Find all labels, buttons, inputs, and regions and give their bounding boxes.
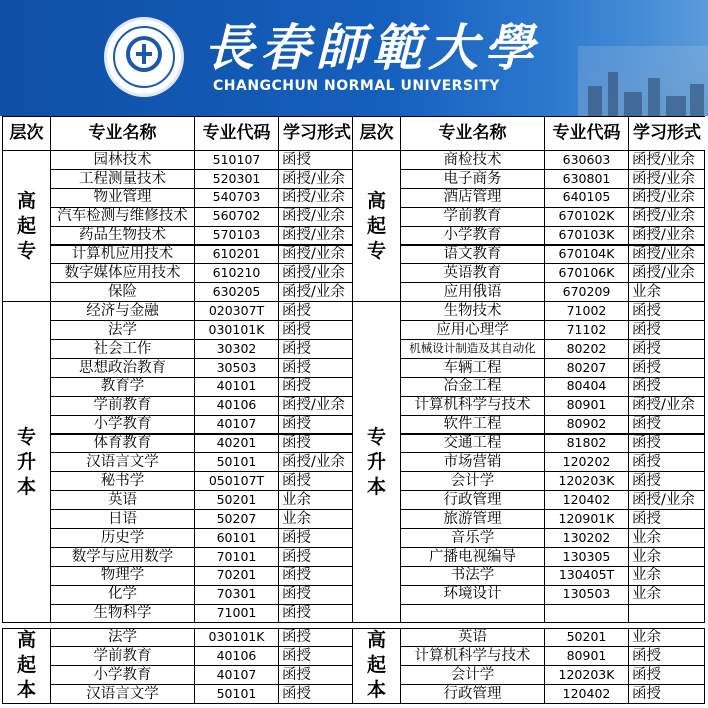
study-mode: 业余 [628, 585, 705, 605]
program-name: 旅游管理 [400, 509, 545, 529]
program-name: 学前教育 [50, 646, 195, 666]
program-name: 保险 [50, 282, 195, 302]
program-name: 体育教育 [50, 434, 195, 454]
program-name: 社会工作 [50, 339, 195, 359]
study-mode: 函授 [278, 415, 355, 435]
study-mode: 函授/业余 [278, 282, 355, 302]
program-code: 71001 [194, 604, 279, 624]
program-code: 40201 [194, 434, 279, 454]
program-code: 81802 [544, 434, 629, 454]
study-mode: 函授/业余 [278, 188, 355, 208]
study-mode: 函授 [628, 320, 705, 340]
program-code: 120901K [544, 509, 629, 529]
program-name: 计算机科学与技术 [400, 396, 545, 416]
column-header: 层次 [2, 116, 51, 151]
program-code: 50201 [544, 628, 629, 648]
study-mode: 业余 [278, 490, 355, 510]
study-mode: 函授 [628, 665, 705, 685]
program-code: 130503 [544, 585, 629, 605]
program-name: 英语 [50, 490, 195, 510]
program-code: 570103 [194, 226, 279, 246]
study-mode: 函授/业余 [278, 226, 355, 246]
program-name: 书法学 [400, 566, 545, 586]
study-mode: 函授/业余 [628, 263, 705, 283]
program-name: 汉语言文学 [50, 452, 195, 472]
program-code: 630205 [194, 282, 279, 302]
program-code: 80202 [544, 339, 629, 359]
program-name: 英语 [400, 628, 545, 648]
program-name: 法学 [50, 628, 195, 648]
column-header: 层次 [352, 116, 401, 151]
program-code: 60101 [194, 528, 279, 548]
program-name: 环境设计 [400, 585, 545, 605]
program-code: 510107 [194, 150, 279, 170]
study-mode: 函授/业余 [628, 207, 705, 227]
program-name: 物业管理 [50, 188, 195, 208]
program-name: 会计学 [400, 471, 545, 491]
program-name: 物理学 [50, 566, 195, 586]
study-mode: 业余 [628, 528, 705, 548]
program-code: 020307T [194, 301, 279, 321]
study-mode: 函授/业余 [278, 263, 355, 283]
program-name: 英语教育 [400, 263, 545, 283]
program-code: 80404 [544, 377, 629, 397]
program-name: 日语 [50, 509, 195, 529]
column-header: 专业名称 [50, 116, 195, 151]
study-mode: 函授 [278, 604, 355, 624]
program-code: 050107T [194, 471, 279, 491]
program-code: 50207 [194, 509, 279, 529]
program-code: 030101K [194, 320, 279, 340]
program-name: 小学教育 [400, 226, 545, 246]
program-name: 应用心理学 [400, 320, 545, 340]
program-code: 40106 [194, 396, 279, 416]
program-name: 交通工程 [400, 434, 545, 454]
study-mode: 函授/业余 [278, 245, 355, 265]
study-mode: 函授 [628, 452, 705, 472]
empty-cell [400, 604, 545, 624]
level-cell: 高 起 专 [352, 150, 401, 302]
program-code: 520301 [194, 169, 279, 189]
program-name: 历史学 [50, 528, 195, 548]
level-cell: 专 升 本 [2, 301, 51, 623]
program-name: 生物技术 [400, 301, 545, 321]
study-mode: 函授 [628, 684, 705, 704]
program-code: 40101 [194, 377, 279, 397]
program-code: 120203K [544, 665, 629, 685]
program-code: 640105 [544, 188, 629, 208]
program-code: 40107 [194, 415, 279, 435]
program-code: 670103K [544, 226, 629, 246]
column-header: 专业代码 [194, 116, 279, 151]
study-mode: 函授 [628, 377, 705, 397]
level-cell: 高 起 本 [2, 628, 51, 705]
study-mode: 函授 [278, 665, 355, 685]
program-name: 广播电视编导 [400, 547, 545, 567]
program-name: 数学与应用数学 [50, 547, 195, 567]
column-header: 学习形式 [628, 116, 705, 151]
program-name: 商检技术 [400, 150, 545, 170]
program-code: 030101K [194, 628, 279, 648]
program-code: 630603 [544, 150, 629, 170]
program-name: 汽车检测与维修技术 [50, 207, 195, 227]
program-name: 市场营销 [400, 452, 545, 472]
study-mode: 函授 [278, 585, 355, 605]
program-name: 车辆工程 [400, 358, 545, 378]
university-name-chinese: 長春師範大學 [204, 18, 540, 77]
program-name: 机械设计制造及其自动化 [400, 339, 545, 359]
program-code: 670104K [544, 245, 629, 265]
column-header: 学习形式 [278, 116, 355, 151]
program-name: 汉语言文学 [50, 684, 195, 704]
study-mode: 函授/业余 [628, 396, 705, 416]
study-mode: 业余 [628, 547, 705, 567]
program-code: 30302 [194, 339, 279, 359]
study-mode: 函授/业余 [278, 396, 355, 416]
study-mode: 函授 [278, 358, 355, 378]
level-cell: 高 起 专 [2, 150, 51, 302]
program-code: 540703 [194, 188, 279, 208]
program-code: 50101 [194, 452, 279, 472]
program-code: 50101 [194, 684, 279, 704]
program-name: 秘书学 [50, 471, 195, 491]
program-name: 软件工程 [400, 415, 545, 435]
university-logo [104, 17, 184, 97]
study-mode: 函授/业余 [628, 188, 705, 208]
program-code: 80207 [544, 358, 629, 378]
program-code: 670209 [544, 282, 629, 302]
study-mode: 函授 [278, 377, 355, 397]
study-mode: 函授 [628, 509, 705, 529]
university-name-english: CHANGCHUN NORMAL UNIVERSITY [213, 78, 500, 94]
study-mode: 函授 [628, 646, 705, 666]
program-code: 70101 [194, 547, 279, 567]
level-cell: 专 升 本 [352, 301, 401, 623]
program-code: 610201 [194, 245, 279, 265]
program-name: 语文教育 [400, 245, 545, 265]
study-mode: 函授 [278, 434, 355, 454]
study-mode: 业余 [628, 628, 705, 648]
program-name: 计算机应用技术 [50, 245, 195, 265]
study-mode: 函授/业余 [628, 226, 705, 246]
program-name: 园林技术 [50, 150, 195, 170]
program-name: 行政管理 [400, 684, 545, 704]
program-table [0, 116, 708, 708]
program-code: 40106 [194, 646, 279, 666]
study-mode: 函授 [278, 628, 355, 648]
program-code: 120402 [544, 684, 629, 704]
program-code: 130305 [544, 547, 629, 567]
program-name: 数字媒体应用技术 [50, 263, 195, 283]
empty-cell [544, 604, 629, 624]
program-name: 小学教育 [50, 415, 195, 435]
study-mode: 函授/业余 [628, 490, 705, 510]
program-code: 30503 [194, 358, 279, 378]
study-mode: 函授 [628, 339, 705, 359]
study-mode: 函授 [278, 301, 355, 321]
program-code: 80901 [544, 396, 629, 416]
program-name: 药品生物技术 [50, 226, 195, 246]
program-name: 电子商务 [400, 169, 545, 189]
study-mode: 业余 [278, 509, 355, 529]
study-mode: 函授 [278, 684, 355, 704]
program-name: 会计学 [400, 665, 545, 685]
program-name: 应用俄语 [400, 282, 545, 302]
header-banner [0, 0, 708, 116]
program-name: 行政管理 [400, 490, 545, 510]
study-mode: 函授 [628, 301, 705, 321]
study-mode: 函授 [628, 415, 705, 435]
program-name: 生物科学 [50, 604, 195, 624]
city-skyline-graphic [578, 46, 708, 116]
study-mode: 函授/业余 [628, 245, 705, 265]
program-name: 冶金工程 [400, 377, 545, 397]
program-code: 610210 [194, 263, 279, 283]
program-name: 化学 [50, 585, 195, 605]
program-code: 130405T [544, 566, 629, 586]
program-name: 法学 [50, 320, 195, 340]
study-mode: 业余 [628, 566, 705, 586]
program-code: 560702 [194, 207, 279, 227]
program-code: 50201 [194, 490, 279, 510]
program-name: 音乐学 [400, 528, 545, 548]
program-code: 40107 [194, 665, 279, 685]
program-code: 130202 [544, 528, 629, 548]
program-name: 小学教育 [50, 665, 195, 685]
program-name: 教育学 [50, 377, 195, 397]
program-name: 经济与金融 [50, 301, 195, 321]
study-mode: 函授/业余 [278, 207, 355, 227]
program-name: 工程测量技术 [50, 169, 195, 189]
level-cell: 高 起 本 [352, 628, 401, 705]
study-mode: 函授 [628, 471, 705, 491]
program-name: 学前教育 [50, 396, 195, 416]
program-name: 计算机科学与技术 [400, 646, 545, 666]
study-mode: 函授/业余 [628, 150, 705, 170]
program-code: 120203K [544, 471, 629, 491]
program-code: 670102K [544, 207, 629, 227]
program-name: 学前教育 [400, 207, 545, 227]
study-mode: 函授 [278, 547, 355, 567]
program-name: 酒店管理 [400, 188, 545, 208]
study-mode: 函授 [278, 646, 355, 666]
study-mode: 函授 [628, 434, 705, 454]
program-name: 思想政治教育 [50, 358, 195, 378]
program-code: 80901 [544, 646, 629, 666]
program-code: 70201 [194, 566, 279, 586]
program-code: 71102 [544, 320, 629, 340]
logo-mark [107, 30, 181, 83]
study-mode: 函授/业余 [628, 169, 705, 189]
program-code: 80902 [544, 415, 629, 435]
study-mode: 函授 [278, 566, 355, 586]
column-header: 专业名称 [400, 116, 545, 151]
study-mode: 函授 [278, 528, 355, 548]
program-code: 120402 [544, 490, 629, 510]
program-code: 670106K [544, 263, 629, 283]
empty-cell [628, 604, 705, 624]
program-code: 70301 [194, 585, 279, 605]
study-mode: 函授 [278, 150, 355, 170]
study-mode: 函授 [278, 471, 355, 491]
study-mode: 业余 [628, 282, 705, 302]
program-code: 120202 [544, 452, 629, 472]
program-code: 71002 [544, 301, 629, 321]
program-code: 630801 [544, 169, 629, 189]
study-mode: 函授 [278, 320, 355, 340]
column-header: 专业代码 [544, 116, 629, 151]
study-mode: 函授 [278, 339, 355, 359]
study-mode: 函授/业余 [278, 452, 355, 472]
study-mode: 函授/业余 [278, 169, 355, 189]
study-mode: 函授 [628, 358, 705, 378]
